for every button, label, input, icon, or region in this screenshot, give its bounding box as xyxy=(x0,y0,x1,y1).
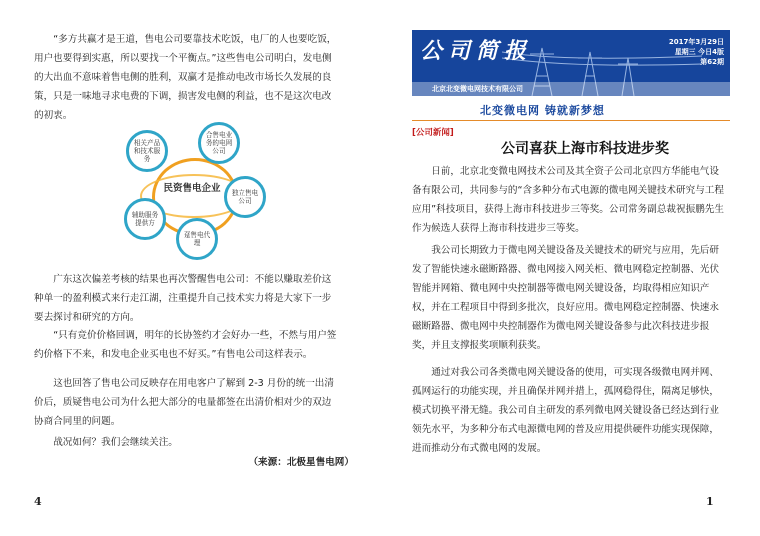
diagram-node-grid-company: 合售电业务的电网公司 xyxy=(198,122,240,164)
page-number-left: 4 xyxy=(34,495,42,508)
newsletter-masthead xyxy=(412,30,730,96)
right-paragraph-1: 日前，北京北变微电网技术公司及其全资子公司北京四方华能电气设备有限公司，共同参与的“含多种分布式电源的微电网关键技术研究与工程应用”科技项目，获得上海市科技进步三等奖。公司常务副总裁祝振鹏先生作为候选人获得上海市科技进步三等奖。 xyxy=(412,166,724,234)
diagram-node-independent: 独立售电公司 xyxy=(224,176,266,218)
left-paragraph-3: “只有竞价价格回调，明年的长协签约才会好办一些，不然与用户签约价格下不来，和发电企业买电也不好买。”有售电公司这样表示。 xyxy=(34,330,337,360)
issue-date: 2017年3月29日 xyxy=(668,38,724,46)
right-paragraph-2: 我公司长期致力于微电网关键设备及关键技术的研究与应用，先后研发了智能快速永磁断路器、微电网接入网关柜、微电网稳定控制器、光伏智能并网箱、微电网中央控制器等微电网关键设备，均取得相应知识产权，并在工程项目中得到多批次，良好应用。微电网稳定控制器、快速永磁断路器、微电网中央控制器作为微电网关键设备参与此次科技进步报奖，并且支撑报奖项顺利获奖。 xyxy=(412,245,719,351)
right-paragraph-3: 通过对我公司各类微电网关键设备的使用，可实现各级微电网并网、孤网运行的功能实现，并且确保并网并措上，孤网稳得住，隔离足够快，模式切换平滑无缝。我公司自主研发的系列微电网关键设备已经达到行业领先水平，为多种分布式电源微电网的普及应用提供硬件功能实现保障，进而推动分布式微电网的发展。 xyxy=(412,367,719,454)
diagram-center-label: 民资售电企业 xyxy=(163,183,221,194)
article-headline: 公司喜获上海市科技进步奖 xyxy=(501,141,669,157)
diagram-node-agent: 趸售电代理 xyxy=(176,218,218,260)
retail-electricity-diagram xyxy=(118,122,266,264)
issue-info xyxy=(669,37,724,67)
issue-weekday-pages: 星期三 今日4版 xyxy=(674,48,724,56)
left-paragraph-5: 战况如何？我们会继续关注。 xyxy=(53,437,178,448)
newsletter-title: 公司简报 xyxy=(420,38,533,64)
company-name: 北京北变微电网技术有限公司 xyxy=(432,85,523,93)
left-paragraph-2: 广东这次偏差考核的结果也再次警醒售电公司：不能以赚取差价这种单一的盈利模式来行走江湖，注重提升自己技术实力将是大家下一步要去探讨和研究的方向。 xyxy=(34,274,332,323)
source-note: （来源：北极星售电网） xyxy=(248,457,354,468)
header-divider xyxy=(412,120,730,121)
left-paragraph-1: “多方共赢才是王道，售电公司要靠技术吃饭，电厂的人也要吃饭，用户也要得到实惠，所以要找一个平衡点。”这些售电公司明白，发电侧的大出血不意味着售电侧的胜利，双赢才是推动电改市场长久发展的良策，只是一味地寻求电费的下调，损害发电侧的利益，也不是这次电改的初衷。 xyxy=(34,34,337,121)
section-tag: [公司新闻] xyxy=(412,128,454,138)
diagram-node-auxiliary: 辅助服务提供方 xyxy=(124,198,166,240)
issue-number: 第62期 xyxy=(700,58,724,66)
diagram-node-products: 相关产品和技术服务 xyxy=(126,130,168,172)
page-number-right: 1 xyxy=(706,495,714,508)
right-page xyxy=(380,0,760,536)
newsletter-slogan: 北变微电网 铸就新梦想 xyxy=(480,104,605,117)
left-paragraph-4: 这也回答了售电公司反映存在用电客户了解到 2-3 月份的统一出清价后，质疑售电公司为什么把大部分的电量都签在出清价相对少的双边协商合同里的问题。 xyxy=(34,378,334,427)
